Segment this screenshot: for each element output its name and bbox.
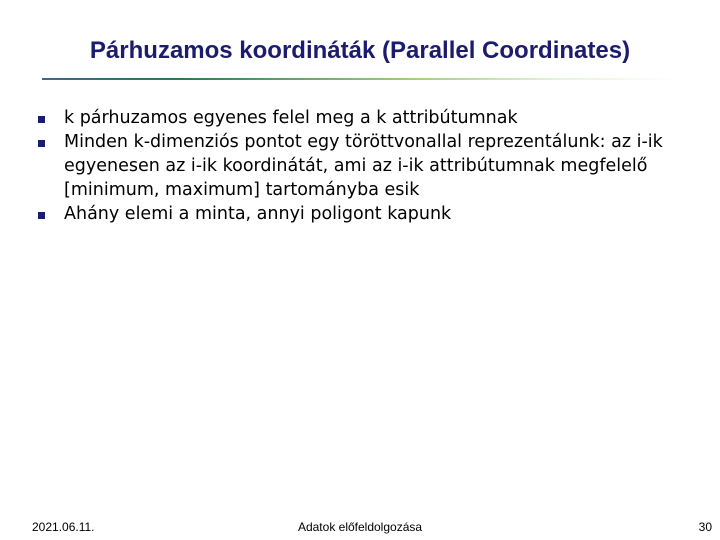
bullet-item (36, 130, 686, 202)
square-bullet-icon (38, 140, 45, 147)
page-number: 30 (698, 520, 712, 534)
footer-title: Adatok előfeldolgozása (297, 520, 423, 534)
bullet-list (36, 106, 686, 226)
bullet-text: Minden k-dimenziós pontot egy töröttvonallal reprezentálunk: az i-ik egyenesen az i-ik koordinátát, ami az i-ik attribútumnak megfelelő [minimum, maximum] tartományba esik (64, 132, 663, 200)
bullet-item (36, 106, 686, 130)
bullet-text: k párhuzamos egyenes felel meg a k attribútumnak (64, 108, 518, 128)
slide-title: Párhuzamos koordináták (Parallel Coordinates) (89, 37, 631, 64)
square-bullet-icon (38, 116, 45, 123)
bullet-item (36, 202, 686, 226)
square-bullet-icon (38, 212, 45, 219)
footer-date: 2021.06.11. (32, 520, 95, 534)
title-underline (42, 78, 678, 80)
bullet-text: Ahány elemi a minta, annyi poligont kapunk (64, 204, 452, 224)
